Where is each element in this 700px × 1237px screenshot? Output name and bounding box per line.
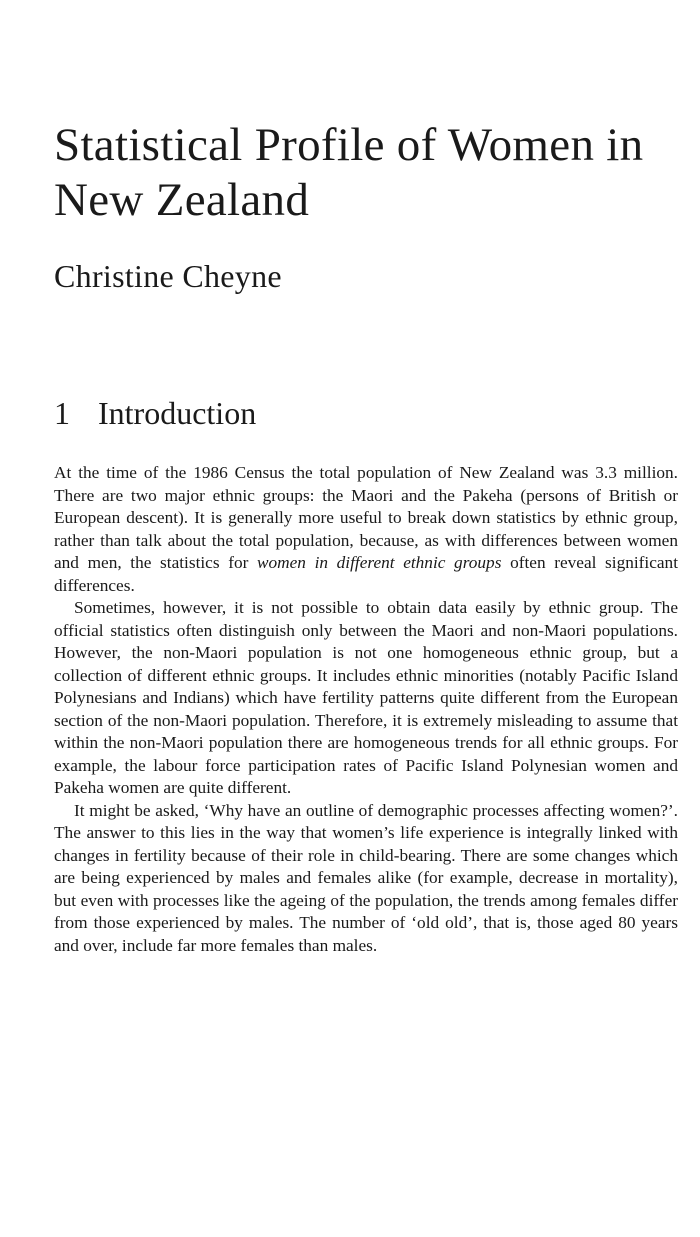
chapter-author: Christine Cheyne bbox=[54, 258, 282, 294]
paragraph-1-emphasis: women in different ethnic groups bbox=[256, 553, 502, 572]
section-title: Introduction bbox=[98, 395, 257, 431]
paragraph-3: It might be asked, ‘Why have an outline of demographic processes affecting women?’. The answer to this lies in the way that women’s life experience is integrally linked with changes in fertility because of their role in child-bearing. There are some changes which are being experienced by males and females alike (for example, decrease in mortality), but even with processes like the ageing of the population, the trends among females differ from those experienced by males. The number of ‘old old’, that is, those aged 80 years and over, include far more females than males. bbox=[54, 800, 678, 955]
paragraph-1-text-after: often reveal significant differences. bbox=[54, 553, 679, 595]
paragraph-1 bbox=[54, 462, 678, 597]
section-number: 1 bbox=[54, 395, 70, 431]
section-heading bbox=[54, 392, 256, 434]
paragraph-2: Sometimes, however, it is not possible to obtain data easily by ethnic group. The official statistics often distinguish only between the Maori and non-Maori populations. However, the non-Maori population is not one homogeneous ethnic group, but a collection of different ethnic groups. It includes ethnic minorities (notably Pacific Island Polynesians and Indians) which have fertility patterns quite different from the European section of the non-Maori population. Therefore, it is extremely misleading to assume that within the non-Maori population there are homogeneous trends for all ethnic groups. For example, the labour force participation rates of Pacific Island Polynesian women and Pakeha women are quite different. bbox=[54, 598, 678, 797]
paragraph-1-text-before: At the time of the 1986 Census the total population of New Zealand was 3.3 million. There are two major ethnic groups: the Maori and the Pakeha (persons of British or European descent). It is generally more useful to break down statistics by ethnic group, rather than talk about the total population, because, as with differences between women and men, the statistics for bbox=[54, 463, 678, 572]
chapter-body bbox=[54, 462, 678, 957]
chapter-title: Statistical Profile of Women in New Zealand bbox=[54, 119, 644, 226]
